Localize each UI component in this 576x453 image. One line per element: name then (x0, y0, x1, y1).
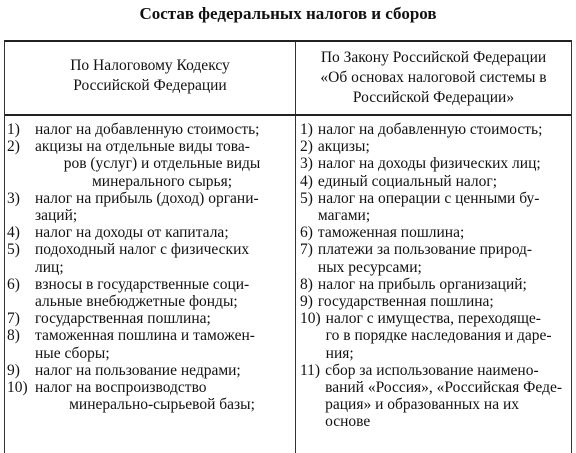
item-text-line: ния; (325, 344, 354, 362)
item-number: 10) (7, 379, 28, 397)
item-text (35, 310, 289, 327)
list-item (7, 190, 289, 224)
item-number: 9) (300, 293, 313, 311)
item-text-line: налог на добавленную стоимость; (317, 121, 543, 138)
item-text-line: ные сборы; (35, 344, 110, 362)
list-item (300, 155, 568, 172)
item-text-line: магами; (317, 207, 371, 225)
item-text-line: единый социальный налог; (317, 172, 498, 190)
item-text (35, 276, 289, 310)
item-text-line: сбор за использование наимено- (325, 361, 539, 379)
list-item (7, 224, 289, 241)
list-item (300, 190, 568, 224)
item-text-line: рация» и образованных на их основе (325, 396, 520, 431)
item-number: 5) (7, 241, 20, 259)
item-text-line: налог на доходы от капитала; (35, 224, 229, 242)
item-number: 7) (7, 310, 20, 328)
item-text-line: налог на воспроизводство (35, 379, 207, 397)
list-item (300, 293, 568, 310)
item-text (318, 224, 568, 241)
page-title: Состав федеральных налогов и сборов (139, 4, 437, 23)
item-text (35, 327, 289, 361)
list-item (7, 379, 289, 413)
list-item (300, 138, 568, 155)
item-text-line: государственная пошлина; (317, 293, 494, 311)
list-item (7, 241, 289, 275)
item-text-line: го в порядке наследования и даре- (325, 327, 552, 345)
item-text-line: налог на прибыль организаций; (317, 275, 527, 293)
list-item (300, 310, 568, 362)
item-number: 2) (7, 138, 20, 156)
item-text-line: минерального сырья; (91, 172, 233, 190)
item-text (35, 138, 289, 190)
header-divider (5, 114, 571, 116)
right-header-line: По Закону Российской Федерации (320, 49, 547, 66)
list-item (7, 362, 289, 379)
item-text-line: ров (услуг) и отдельные виды (63, 155, 261, 173)
item-text (35, 241, 289, 275)
item-number: 10) (300, 310, 321, 328)
item-text-line: налог с имущества, переходяще- (325, 310, 541, 328)
item-number: 7) (300, 241, 313, 259)
item-text (318, 190, 568, 224)
list-item (7, 310, 289, 327)
item-text-line: платежи за пользование природ- (317, 241, 533, 259)
item-text-line: таможенная пошлина и таможен- (35, 327, 255, 345)
item-number: 4) (300, 172, 313, 190)
list-item (300, 241, 568, 275)
left-column-header (5, 56, 295, 96)
item-text (35, 121, 289, 138)
list-item (7, 138, 289, 190)
list-item (7, 276, 289, 310)
item-text-line: заций; (35, 207, 78, 225)
item-number: 3) (7, 189, 20, 207)
item-number: 5) (300, 189, 313, 207)
item-text-line: таможенная пошлина; (317, 224, 465, 242)
item-text-line: ваний «Россия», «Российская Феде- (325, 379, 563, 397)
item-number: 1) (300, 121, 313, 138)
item-number: 9) (7, 361, 20, 379)
tax-comparison-table (4, 40, 572, 453)
item-text (326, 310, 568, 362)
list-item (300, 121, 568, 138)
item-text (318, 241, 568, 275)
item-number: 2) (300, 138, 313, 156)
item-number: 8) (300, 275, 313, 293)
item-text (318, 155, 568, 172)
item-text (318, 138, 568, 155)
right-header-line: «Об основах налоговой системы в (320, 69, 547, 86)
item-text-line: налог на прибыль (доход) органи- (35, 189, 259, 207)
left-header-line: Российской Федерации (73, 77, 227, 94)
item-number: 1) (7, 121, 20, 138)
item-number: 6) (7, 275, 20, 293)
item-text (318, 276, 568, 293)
item-number: 4) (7, 224, 20, 242)
item-text-line: акцизы на отдельные виды това- (35, 138, 250, 156)
federal-law-list (300, 121, 568, 431)
item-text-line: налог на пользование недрами; (35, 361, 241, 379)
item-text-line: подоходный налог с физических (35, 241, 250, 259)
item-text (35, 190, 289, 224)
item-text-line: лиц; (35, 258, 64, 276)
right-header-line: Российской Федерации» (352, 89, 515, 106)
item-text (318, 293, 568, 310)
item-text-line: минерально-сырьевой базы; (69, 396, 255, 414)
item-number: 8) (7, 327, 20, 345)
list-item (300, 224, 568, 241)
item-text-line: налог на доходы физических лиц; (317, 155, 541, 173)
item-text-line: взносы в государственные соци- (35, 275, 250, 293)
tax-code-list (7, 121, 289, 413)
list-item (300, 362, 568, 431)
item-text (325, 362, 568, 431)
item-number: 11) (300, 361, 321, 379)
item-text-line: государственная пошлина; (35, 310, 211, 328)
list-item (300, 173, 568, 190)
item-text (35, 379, 289, 413)
item-text (35, 362, 289, 379)
list-item (300, 276, 568, 293)
item-text-line: альные внебюджетные фонды; (35, 293, 238, 311)
left-header-line: По Налоговому Кодексу (70, 57, 230, 74)
right-column-header (296, 48, 571, 108)
list-item (7, 327, 289, 361)
item-number: 3) (300, 155, 313, 173)
item-text-line: налог на добавленную стоимость; (35, 121, 260, 138)
item-text-line: ных ресурсами; (317, 258, 422, 276)
item-text (35, 224, 289, 241)
list-item (7, 121, 289, 138)
item-text-line: налог на операции с ценными бу- (317, 189, 540, 207)
item-number: 6) (300, 224, 313, 242)
item-text (318, 173, 568, 190)
item-text (318, 121, 568, 138)
item-text-line: акцизы; (317, 138, 370, 156)
